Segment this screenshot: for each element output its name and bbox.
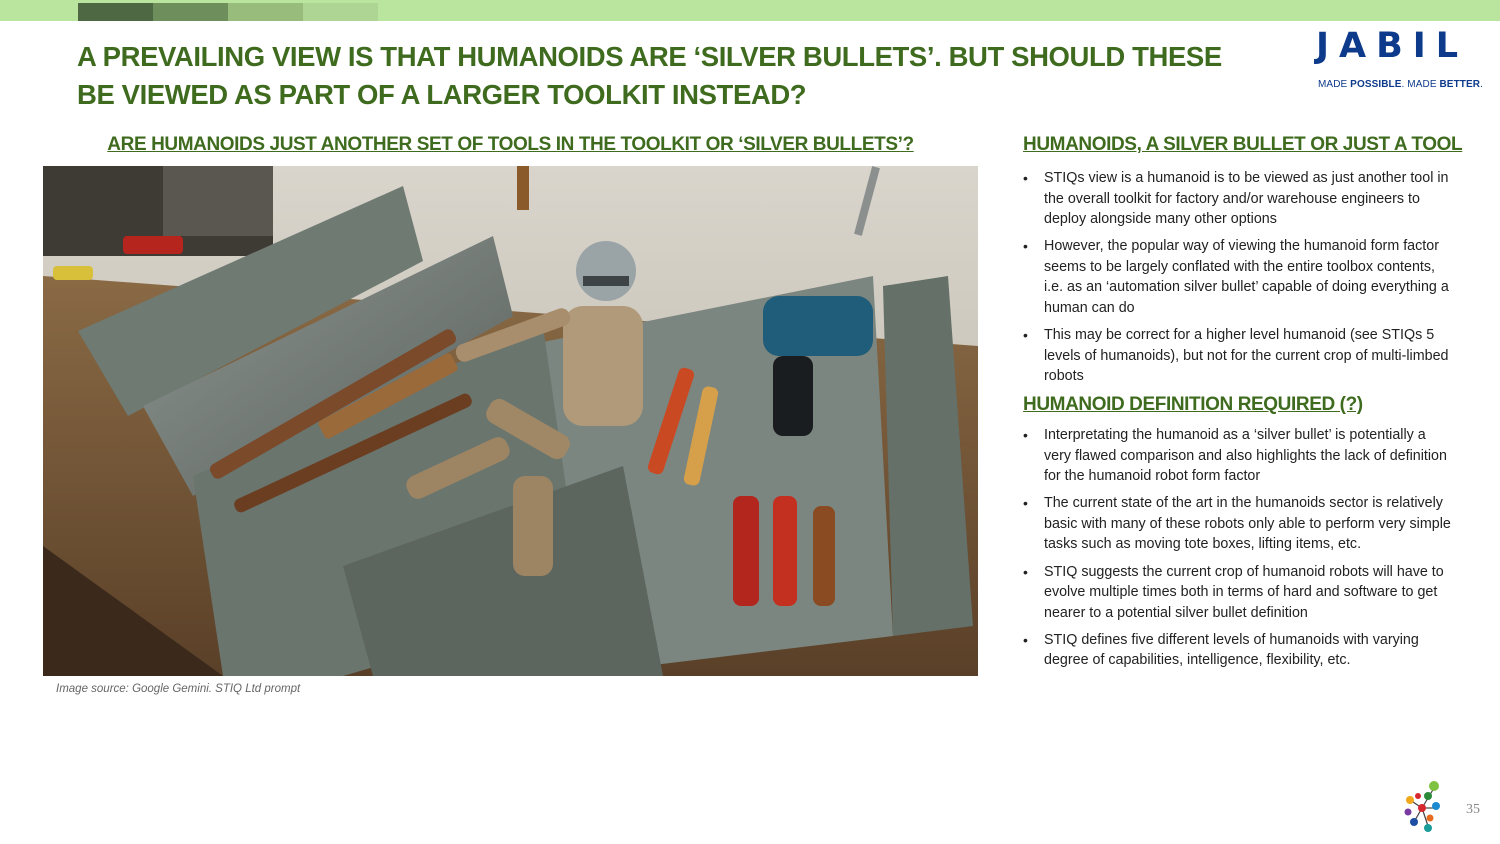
list-item: • STIQ suggests the current crop of humanoid robots will have to evolve multiple times both in terms of hard and software to get nearer to a potential silver bullet definition	[1023, 562, 1455, 624]
image-caption: Image source: Google Gemini. STIQ Ltd prompt	[56, 683, 301, 695]
accent-segment	[153, 3, 228, 21]
list-item: • However, the popular way of viewing the humanoid form factor seems to be largely conflated with the entire toolbox contents, i.e. as an ‘automation silver bullet’ capable of doing everything a human can do	[1023, 236, 1455, 318]
tagline-part: . MADE	[1401, 79, 1440, 90]
page-title-line1: A PREVAILING VIEW IS THAT HUMANOIDS ARE ‘SILVER BULLETS’. BUT SHOULD THESE	[77, 41, 1222, 72]
stiq-logo-icon	[1402, 778, 1448, 836]
bullet-list	[1023, 168, 1455, 393]
page-number: 35	[1466, 802, 1480, 817]
list-item: • The current state of the art in the humanoids sector is relatively basic with many of these robots only able to perform very simple tasks such as moving tote boxes, lifting items, etc.	[1023, 493, 1455, 555]
page-title	[77, 38, 1257, 114]
section-heading-definition: HUMANOID DEFINITION REQUIRED (?)	[1023, 394, 1363, 415]
jabil-tagline	[1318, 79, 1486, 90]
image-heading: ARE HUMANOIDS JUST ANOTHER SET OF TOOLS IN THE TOOLKIT OR ‘SILVER BULLETS’?	[107, 134, 914, 155]
toolbox-humanoid-photo	[43, 166, 978, 676]
bullet-list	[1023, 425, 1455, 678]
jabil-logo-word: JABIL	[1316, 26, 1469, 66]
accent-segment	[78, 3, 153, 21]
tagline-part: BETTER	[1439, 79, 1481, 90]
accent-segment	[228, 3, 303, 21]
top-accent-bar	[0, 0, 1500, 21]
page-title-line2: BE VIEWED AS PART OF A LARGER TOOLKIT INSTEAD?	[77, 79, 807, 110]
list-item: • This may be correct for a higher level humanoid (see STIQs 5 levels of humanoids), but not for the current crop of multi-limbed robots	[1023, 325, 1455, 387]
tagline-part: .	[1480, 79, 1483, 90]
accent-segment	[303, 3, 378, 21]
list-item: • Interpretating the humanoid as a ‘silver bullet’ is potentially a very flawed comparison and also highlights the lack of definition for the humanoid robot form factor	[1023, 425, 1455, 487]
tagline-part: MADE	[1318, 79, 1351, 90]
section-heading-silver-bullet: HUMANOIDS, A SILVER BULLET OR JUST A TOOL	[1023, 134, 1463, 155]
list-item: • STIQs view is a humanoid is to be viewed as just another tool in the overall toolkit for factory and/or warehouse engineers to deploy alongside many other options	[1023, 168, 1455, 230]
jabil-logo	[1316, 26, 1484, 96]
tagline-part: POSSIBLE	[1350, 79, 1402, 90]
list-item: • STIQ defines five different levels of humanoids with varying degree of capabilities, intelligence, flexibility, etc.	[1023, 630, 1455, 671]
